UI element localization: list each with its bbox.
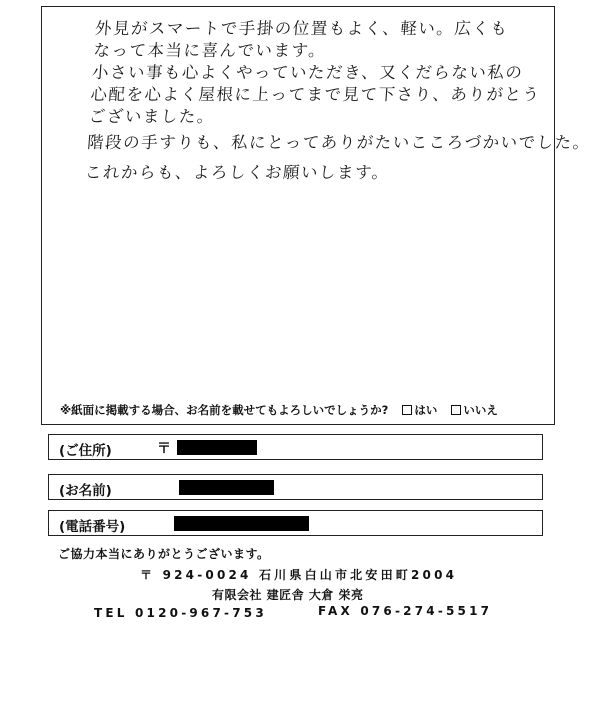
company-fax: FAX 076-274-5517 bbox=[318, 604, 493, 618]
handwritten-line: ございました。 bbox=[88, 107, 216, 126]
postal-mark: 〒 bbox=[157, 441, 171, 457]
consent-question bbox=[60, 402, 498, 418]
thanks-text: ご協力本当にありがとうございます。 bbox=[58, 547, 270, 561]
name-field[interactable] bbox=[48, 474, 543, 500]
checkbox-no-label: いいえ bbox=[463, 403, 498, 417]
phone-field[interactable] bbox=[48, 510, 543, 536]
address-label: (ご住所) bbox=[59, 443, 112, 459]
handwritten-line: 外見がスマートで手掛の位置もよく、軽い。広くも bbox=[94, 19, 510, 38]
handwritten-line: なって本当に喜んでいます。 bbox=[92, 41, 327, 60]
company-address: 〒 924-0024 石川県白山市北安田町2004 bbox=[140, 568, 458, 582]
name-label: (お名前) bbox=[59, 483, 112, 499]
handwritten-comment bbox=[84, 18, 592, 184]
handwritten-line: 心配を心よく屋根に上ってまで見て下さり、ありがとう bbox=[89, 85, 542, 104]
checkbox-yes[interactable] bbox=[402, 405, 412, 415]
handwritten-line: 小さい事も心よくやっていただき、又くだらない私の bbox=[91, 63, 525, 82]
company-name: 有限会社 建匠舎 大倉 栄亮 bbox=[212, 588, 364, 602]
handwritten-line: 階段の手すりも、私にとってありがたいこころづかいでした。 bbox=[86, 133, 592, 152]
checkbox-no[interactable] bbox=[451, 405, 461, 415]
address-field[interactable] bbox=[48, 434, 543, 460]
phone-label: (電話番号) bbox=[59, 519, 126, 535]
redacted-name bbox=[179, 480, 274, 495]
handwritten-line: これからも、よろしくお願いします。 bbox=[84, 163, 391, 182]
checkbox-yes-label: はい bbox=[414, 403, 438, 417]
consent-text: ※紙面に掲載する場合、お名前を載せてもよろしいでしょうか? bbox=[60, 403, 389, 417]
company-tel: TEL 0120-967-753 bbox=[94, 606, 267, 620]
redacted-phone bbox=[174, 516, 309, 531]
redacted-address bbox=[177, 440, 257, 455]
